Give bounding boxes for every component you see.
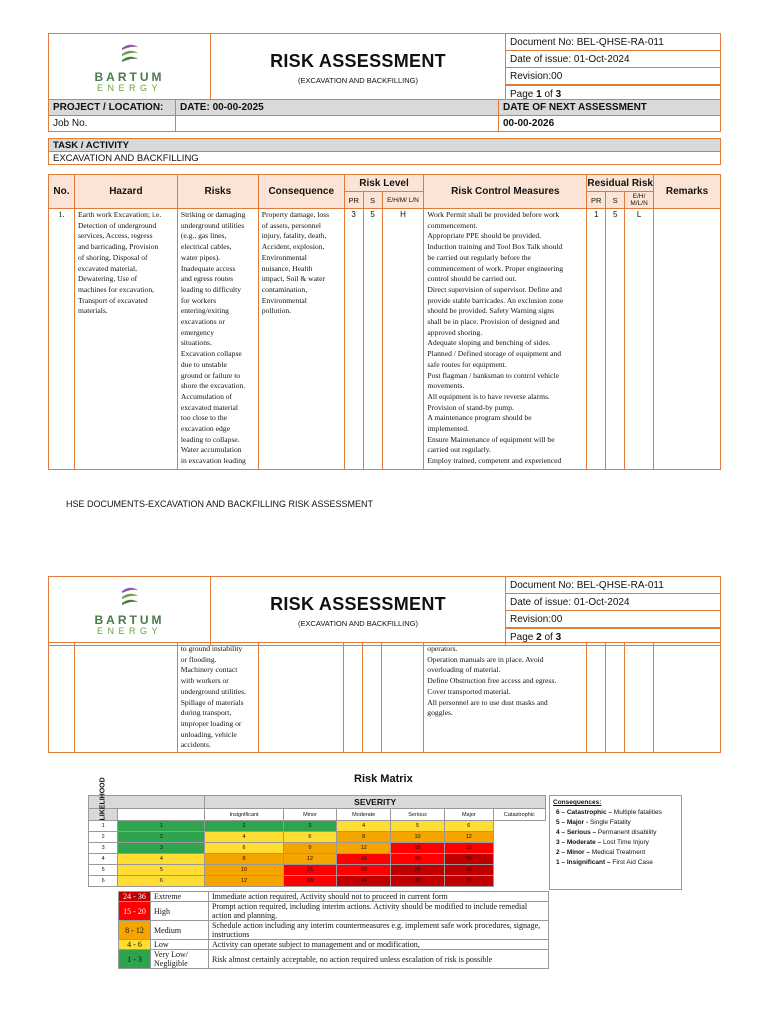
row-remarks [654,209,721,470]
cell-line: injury, fatality, death, [261,231,327,241]
cell-line: (e.g., gas lines, [180,231,227,241]
col-no: No. [49,175,75,209]
legend-row [119,892,549,902]
row-pr: 3 [344,209,363,470]
matrix-cell: 6 [205,843,283,854]
cell-line: approved shoring. [427,327,483,337]
matrix-cell: 1 [118,821,205,832]
legend-range: 24 - 36 [119,892,151,902]
cell-line: underground utilities [180,220,245,230]
cell-line: safe routes for equipment. [427,359,507,369]
matrix-cell: 6 [283,832,337,843]
cell-line: or flooding. [180,654,217,664]
consequence-item: 3 – Moderate – Lost Time Injury [556,839,649,846]
cell-line: Planned / Defined storage of equipment and [427,349,562,359]
cell-line: movements. [427,381,465,391]
cell-line: of shoring, Disposal of [77,252,148,262]
cell-line: shall be in place. Provision of designed and [427,317,560,327]
matrix-cell: 12 [444,832,493,843]
legend-level: Medium [151,921,209,940]
cell-line: contamination, [261,284,308,294]
risk-table-page1 [48,174,721,470]
cell-line: materials. [77,306,108,316]
matrix-row [89,876,546,887]
title-block [211,34,506,103]
cell-line: to ground instability [180,644,243,653]
cell-line: Ensure Maintenance of equipment will be [427,434,555,444]
cell-line: Appropriate PPE should be provided. [427,231,542,241]
matrix-cell: 30 [391,876,445,887]
row-consequence [258,209,344,470]
cell-line: excavated material [180,402,238,412]
cell-line: excavated material, [77,263,137,273]
row-no: 1. [49,209,75,470]
bartum-leaf-icon [118,42,142,66]
consequence-item: 5 – Major - Single Fatality [556,819,631,826]
matrix-cell: 10 [205,865,283,876]
row-hazard [74,209,177,470]
cell-line: nuisance, Health [261,263,313,273]
cell-line: during transport, [180,708,232,718]
consequences-box [549,795,682,890]
row-controls-cont [424,643,587,753]
issue-date: Date of issue: 01-Oct-2024 [506,594,721,611]
matrix-cell: 20 [391,854,445,865]
legend-row [119,921,549,940]
matrix-cell: 25 [391,865,445,876]
matrix-cell: 5 [118,865,205,876]
severity-col-label: Catastrophic [493,809,545,821]
project-date: DATE: 00-00-2025 [176,100,499,116]
cell-line: provide stable barricades. An exclusion zone [427,295,564,305]
cell-line: All personnel are to use dust masks and [427,697,548,707]
cell-line: Machinery contact [180,665,238,675]
matrix-cell: 12 [205,876,283,887]
consequence-item: 1 – Insignificant – First Aid Case [556,859,653,866]
document-header [48,33,721,103]
cell-line: Environmental [261,252,307,262]
cell-line: and barricading, Provision [77,242,159,252]
col-pr: PR [344,192,363,209]
matrix-cell: 9 [283,843,337,854]
matrix-cell: 6 [444,821,493,832]
matrix-cell: 12 [337,843,391,854]
legend-desc: Activity can operate subject to management and or modification, [209,940,549,950]
row-rpr: 1 [587,209,606,470]
revision: Revision:00 [506,68,721,86]
col-risks: Risks [177,175,258,209]
consequences-title: Consequences: [553,799,602,806]
table-row [49,643,721,753]
cell-line: Cover transported material. [427,686,511,696]
cell-line: water pipes). [180,252,221,262]
matrix-title: Risk Matrix [354,773,413,785]
cell-line: Water accumulation [180,445,242,455]
title-block-page2 [211,577,506,646]
row-s: 5 [363,209,382,470]
legend-desc: Risk almost certainly acceptable, no action required unless escalation of risk is possible [209,950,549,969]
severity-col-label: Serious [391,809,445,821]
matrix-cell: 15 [391,843,445,854]
legend-row [119,950,549,969]
document-header-page2 [48,576,721,646]
cell-line: and egress routes [180,274,234,284]
matrix-cell: 5 [391,821,445,832]
cell-line: leading to collapse. [180,434,240,444]
cell-line: Accident, explosion, [261,242,325,252]
cell-line: impact, Soil & water [261,274,326,284]
cell-line: pollution. [261,306,292,316]
legend-row [119,902,549,921]
cell-line: accidents. [180,740,211,750]
cell-line: carried out regularly. [427,445,491,455]
matrix-cell: 3 [118,843,205,854]
cell-line: shore the excavation. [180,381,246,391]
matrix-cell: 18 [444,843,493,854]
cell-line: should be provided. Safety Warning signs [427,306,555,316]
likelihood-value: 6 [89,876,118,887]
cell-line: Define Obstruction free access and egress. [427,676,557,686]
legend-desc: Immediate action required, Activity should not to proceed in current form [209,892,549,902]
matrix-cell: 10 [391,832,445,843]
cell-line: entering/exiting [180,306,229,316]
revision: Revision:00 [506,611,721,629]
cell-line: Direct supervision of supervisor. Define and [427,284,562,294]
matrix-cell: 4 [337,821,391,832]
legend-level: High [151,902,209,921]
likelihood-value: 2 [89,832,118,843]
cell-line: Inadequate access [180,263,236,273]
cell-line: Excavation collapse [180,349,242,359]
matrix-row [89,821,546,832]
cell-line: Induction training and Tool Box Talk should [427,242,563,252]
cell-line: due to unstable [180,359,227,369]
cell-line: be carried out regularly before the [427,252,531,262]
job-number: Job No. [49,116,176,132]
next-assessment-label: DATE OF NEXT ASSESSMENT [499,100,721,116]
task-label: TASK / ACTIVITY [49,139,721,152]
legend-range: 1 - 3 [119,950,151,969]
col-remarks: Remarks [654,175,721,209]
likelihood-value: 3 [89,843,118,854]
page-number: Page 2 of 3 [506,628,721,646]
consequence-item: 6 – Catastrophic – Multiple fatalities [556,809,662,816]
matrix-cell: 6 [118,876,205,887]
page-subtitle: (EXCAVATION AND BACKFILLING) [297,76,419,85]
col-residual: Residual Risk [587,175,654,192]
matrix-cell: 24 [337,876,391,887]
cell-line: underground utilities. [180,686,246,696]
severity-col-label: Minor [283,809,337,821]
matrix-cell: 8 [337,832,391,843]
cell-line: electrical cables, [180,242,232,252]
likelihood-value: 5 [89,865,118,876]
col-ehml: E/H/M/ L/N [382,192,424,209]
matrix-cell: 18 [283,876,337,887]
logo-word: BARTUM [94,613,165,627]
cell-line: excavations or [180,317,225,327]
cell-line: Adequate sloping and benching of sides. [427,338,551,348]
matrix-cell: 36 [444,876,493,887]
cell-line: Post flagman / banksman to control vehicle [427,370,560,380]
task-value: EXCAVATION AND BACKFILLING [49,152,721,165]
matrix-cell: 2 [118,832,205,843]
cell-line: control should be carried out. [427,274,517,284]
logo-word: BARTUM [94,70,165,84]
cell-line: of assets, personnel [261,220,322,230]
matrix-row [89,843,546,854]
cell-line: leading to difficulty [180,284,242,294]
legend-desc: Prompt action required, including interim actions. Activity should be modified to include remedial action and planning. [209,902,549,921]
cell-line: Property damage, loss [261,210,330,219]
likelihood-value: 1 [89,821,118,832]
cell-line: commencement of work. Proper engineering [427,263,563,273]
legend-range: 4 - 6 [119,940,151,950]
col-rehml: E/H/ M/L/N [625,192,654,209]
cell-line: implemented. [427,424,469,434]
cell-line: Detection of underground [77,220,157,230]
cell-line: Earth work Excavation; i.e. [77,210,162,219]
legend-desc: Schedule action including any interim countermeasures e.g. implement safe work procedures, signage, instructions [209,921,549,940]
col-s: S [363,192,382,209]
cell-line: Spillage of materials [180,697,244,707]
issue-date: Date of issue: 01-Oct-2024 [506,51,721,68]
footer-note: HSE DOCUMENTS-EXCAVATION AND BACKFILLING RISK ASSESSMENT [66,499,374,509]
risk-legend [118,891,549,969]
page-title: RISK ASSESSMENT [270,594,446,614]
cell-line: All equipment is to have reverse alarms. [427,391,550,401]
consequences-list [553,809,678,866]
cell-line: improper loading or [180,718,242,728]
matrix-cell: 4 [205,832,283,843]
project-info [48,99,721,132]
cell-line: with workers or [180,676,229,686]
cell-line: for workers [180,295,217,305]
matrix-row [89,865,546,876]
cell-line: operators. [427,644,458,653]
risk-matrix [88,795,546,887]
legend-range: 8 - 12 [119,921,151,940]
col-controls: Risk Control Measures [424,175,587,209]
matrix-row [89,854,546,865]
legend-level: Low [151,940,209,950]
row-rlevel: L [625,209,654,470]
legend-row [119,940,549,950]
col-consequence: Consequence [258,175,344,209]
logo-sub: ENERGY [96,83,162,93]
matrix-cell: 30 [444,865,493,876]
cell-line: unloading, vehicle [180,729,237,739]
col-risk-level: Risk Level [344,175,424,192]
cell-line: in excavation leading [180,456,246,466]
severity-col-label: Insignificant [205,809,283,821]
cell-line: Striking or damaging [180,210,246,219]
matrix-cell: 20 [337,865,391,876]
legend-level: Very Low/ Negligible [151,950,209,969]
matrix-cell: 4 [118,854,205,865]
col-rpr: PR [587,192,606,209]
col-rs: S [606,192,625,209]
doc-number: Document No: BEL-QHSE-RA-011 [506,577,721,594]
table-row [49,209,721,470]
severity-header: SEVERITY [205,796,546,809]
bartum-leaf-icon [118,585,142,609]
row-risks [177,209,258,470]
severity-col-label: Major [444,809,493,821]
row-level: H [382,209,424,470]
row-controls [424,209,587,470]
likelihood-label [89,809,118,821]
row-rs: 5 [606,209,625,470]
cell-line: Work Permit shall be provided before work [427,210,560,219]
col-hazard: Hazard [74,175,177,209]
company-logo-page2 [49,577,211,646]
row-risks-cont [177,643,258,753]
task-info [48,138,721,165]
cell-line: too close to the [180,413,228,423]
project-label: PROJECT / LOCATION: [49,100,176,116]
matrix-cell: 3 [283,821,337,832]
doc-number: Document No: BEL-QHSE-RA-011 [506,34,721,51]
cell-line: Provision of stand-by pump. [427,402,514,412]
severity-col-label: Moderate [337,809,391,821]
likelihood-value: 4 [89,854,118,865]
cell-line: emergency [180,327,215,337]
cell-line: Employ trained, competent and experienced [427,456,562,466]
legend-range: 15 - 20 [119,902,151,921]
consequence-item: 2 – Minor – Medical Treatment [556,849,646,856]
page-subtitle: (EXCAVATION AND BACKFILLING) [297,619,419,628]
matrix-cell: 8 [205,854,283,865]
cell-line: commencement. [427,220,478,230]
cell-line: Operation manuals are in place. Avoid [427,654,544,664]
cell-line: goggles. [427,708,453,718]
cell-line: ground or failure to [180,370,241,380]
cell-line: machines for excavation, [77,284,155,294]
matrix-cell: 24 [444,854,493,865]
next-assessment-date: 00-00-2026 [499,116,721,132]
logo-sub: ENERGY [96,626,162,636]
company-logo [49,34,211,103]
cell-line: Transport of excavated [77,295,148,305]
cell-line: overloading of material. [427,665,501,675]
matrix-cell: 16 [337,854,391,865]
matrix-cell: 15 [283,865,337,876]
job-date-empty [176,116,499,132]
matrix-cell: 12 [283,854,337,865]
matrix-row [89,832,546,843]
cell-line: excavation edge [180,424,230,434]
matrix-cell: 2 [205,821,283,832]
page-title: RISK ASSESSMENT [270,51,446,71]
cell-line: A maintenance program should be [427,413,532,423]
cell-line: Accumulation of [180,391,233,401]
consequence-item: 4 – Serious – Permanent disability [556,829,657,836]
page-number: Page 1 of 3 [506,85,721,103]
cell-line: services, Access, regress [77,231,153,241]
cell-line: Dewatering, Use of [77,274,138,284]
cell-line: Environmental [261,295,307,305]
cell-line: situations. [180,338,212,348]
risk-table-page2 [48,642,721,753]
legend-level: Extreme [151,892,209,902]
